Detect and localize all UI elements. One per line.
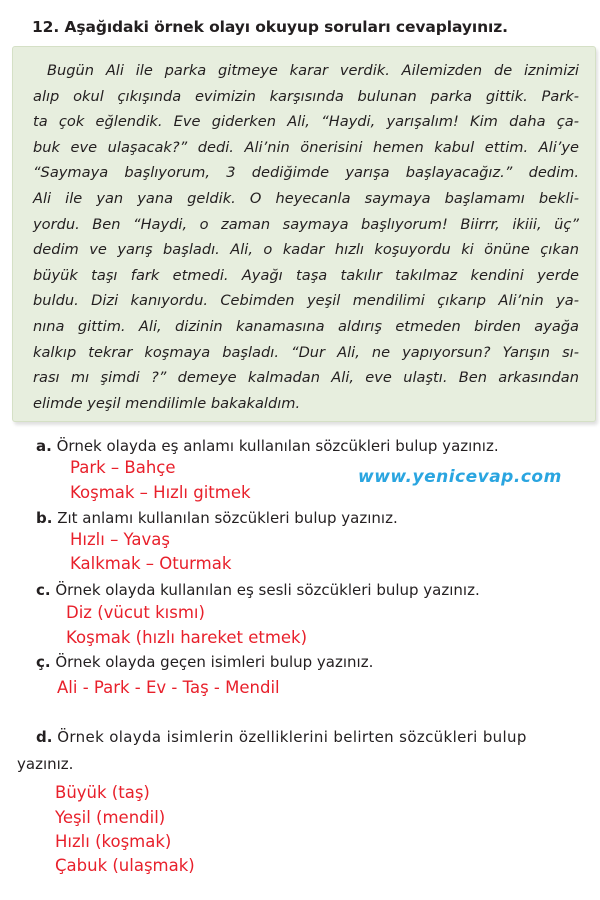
question-d-continued: yazınız.: [17, 755, 74, 773]
answer-d-3: Hızlı (koşmak): [55, 832, 172, 851]
story-line: ta çok eğlendik. Eve giderken Ali, “Haydi, yarışalım! Kim daha ça-: [33, 113, 579, 131]
story-line: alıp okul çıkışında evimizin karşısında bulunan parka gittik. Park-: [33, 87, 579, 105]
question-text: Örnek olayda kullanılan eş sesli sözcükleri bulup yazınız.: [55, 581, 480, 599]
story-line: kalkıp tekrar koşmaya başladı. “Dur Ali, ne yapıyorsun? Yarışın sı-: [33, 343, 579, 361]
story-line: büyük taşı fark etmedi. Ayağı taşa takılır takılmaz kendini yerde: [33, 266, 579, 284]
story-line: Ali ile yan yana geldik. O heyecanla saymaya başlamamı bekli-: [33, 189, 579, 207]
question-letter: ç.: [36, 653, 51, 671]
story-line: buk eve ulaşacak?” dedi. Ali’nin önerisini hemen kabul ettim. Ali’ye: [33, 138, 579, 156]
answer-d-4: Çabuk (ulaşmak): [55, 856, 195, 875]
story-text: [33, 58, 579, 416]
question-text: Örnek olayda eş anlamı kullanılan sözcükleri bulup yazınız.: [56, 437, 499, 455]
watermark-logo: www.yenicevap.com: [358, 467, 562, 487]
question-b: [36, 509, 398, 527]
story-line: dedim ve yarış başladı. Ali, o kadar hızlı koşuyordu ki önüne çıkan: [33, 241, 579, 259]
answer-d-2: Yeşil (mendil): [55, 808, 166, 827]
question-a: [36, 437, 499, 455]
question-d: [36, 728, 527, 746]
question-text: Örnek olayda geçen isimleri bulup yazınız.: [55, 653, 374, 671]
answer-cc-1: Ali - Park - Ev - Taş - Mendil: [57, 678, 280, 697]
answer-b-1: Hızlı – Yavaş: [70, 530, 170, 549]
question-letter: b.: [36, 509, 53, 527]
question-cc: [36, 653, 373, 671]
question-letter: d.: [36, 728, 53, 746]
story-line: Bugün Ali ile parka gitmeye karar verdik. Ailemizden de iznimizi: [47, 62, 579, 79]
answer-d-1: Büyük (taş): [55, 783, 150, 802]
question-letter: a.: [36, 437, 52, 455]
answer-a-1: Park – Bahçe: [70, 458, 176, 477]
story-line: buldu. Dizi kanıyordu. Cebimden yeşil mendilimi çıkarıp Ali’nin ya-: [33, 292, 579, 310]
question-text: Zıt anlamı kullanılan sözcükleri bulup yazınız.: [57, 509, 398, 527]
story-line: elimde yeşil mendilimle bakakaldım.: [33, 394, 301, 412]
question-text: Aşağıdaki örnek olayı okuyup soruları cevaplayınız.: [64, 18, 508, 36]
story-line: “Saymaya başlıyorum, 3 dediğimde yarışa başlayacağız.” dedim.: [33, 164, 579, 182]
question-text: Örnek olayda isimlerin özelliklerini belirten sözcükleri bulup: [57, 728, 527, 746]
story-line: yordu. Ben “Haydi, o zaman saymaya başlıyorum! Biirrr, ikiii, üç”: [33, 215, 579, 233]
story-line: nına gittim. Ali, dizinin kanamasına aldırış etmeden birden ayağa: [33, 317, 579, 335]
answer-c-2: Koşmak (hızlı hareket etmek): [66, 628, 308, 647]
question-title: [32, 18, 508, 36]
answer-c-1: Diz (vücut kısmı): [66, 603, 205, 622]
question-c: [36, 581, 480, 599]
story-line: rası mı şimdi ?” demeye kalmadan Ali, eve ulaştı. Ben arkasından: [33, 369, 579, 387]
question-letter: c.: [36, 581, 51, 599]
answer-b-2: Kalkmak – Oturmak: [70, 554, 232, 573]
question-number: 12.: [32, 18, 60, 36]
answer-a-2: Koşmak – Hızlı gitmek: [70, 483, 251, 502]
